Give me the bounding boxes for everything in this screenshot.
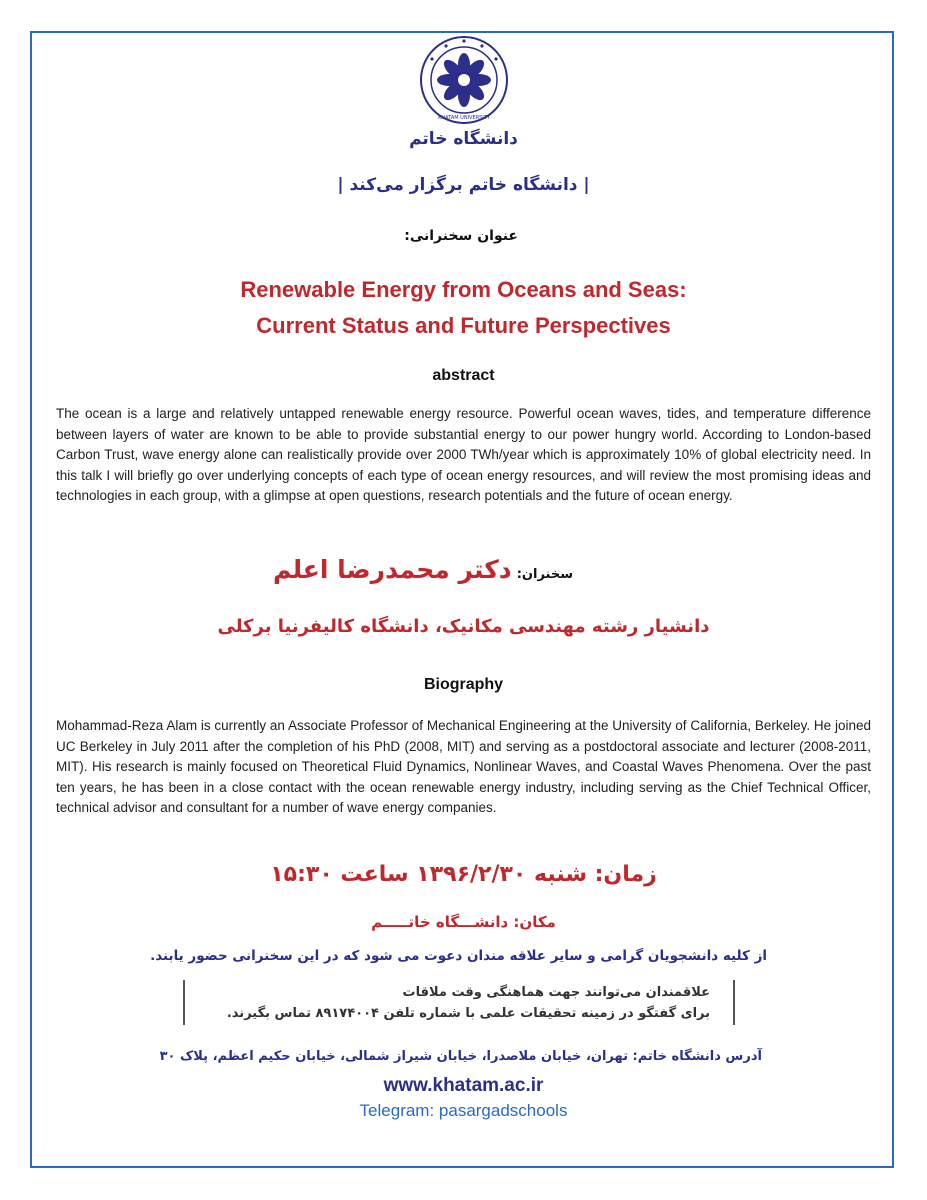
invitation-text: از کلیه دانشجویان گرامی و سایر علاقه مندان دعوت می شود که در این سخنرانی حضور یابند.	[150, 948, 767, 964]
abstract-text: The ocean is a large and relatively untapped renewable energy resource. Powerful ocean waves, tides, and temperature difference between layers of water are known to be able to provide substantial energy to our power hungry world. According to London-based Carbon Trust, wave energy alone can realistically provide over 2000 TWh/year which is approximately 10% of global electricity need. In this talk I will briefly go over underlying concepts of each type of ocean energy resources, and will review the most promising ideas and technologies in each group, with a glimpse at open questions, research potentials and the future of ocean energy.	[56, 406, 871, 504]
talk-title-line-2: Current Status and Future Perspectives	[256, 313, 671, 338]
biography-text: Mohammad-Reza Alam is currently an Associate Professor of Mechanical Engineering at the University of California, Berkeley. He joined UC Berkeley in July 2011 after the completion of his PhD (2008, MIT) and serving as a postdoctoral associate and lecturer (2008-2011, MIT). His research is mainly focused on Theoretical Fluid Dynamics, Nonlinear Waves, and Coastal Waves Phenomena. Over the past ten years, he has been in a close contact with the ocean renewable energy industry, including serving as the Chief Technical Officer, technical advisor and consultant for a number of wave energy companies.	[56, 718, 871, 816]
university-name: دانشگاه خاتم	[409, 129, 518, 149]
khatam-university-seal-icon	[419, 35, 509, 125]
event-time: زمان: شنبه ۱۳۹۶/۲/۳۰ ساعت ۱۵:۳۰	[270, 862, 657, 887]
contact-line-2: برای گفتگو در زمینه تحقیقات علمی با شماره تلفن ۸۹۱۷۴۰۰۴ تماس بگیرند.	[226, 1006, 710, 1021]
contact-line-1: علاقمندان می‌توانند جهت هماهنگی وقت ملاقات	[402, 985, 710, 1000]
speaker-line	[0, 555, 573, 584]
biography-heading: Biography	[423, 676, 504, 693]
speaker-name: دکتر محمدرضا اعلم	[272, 555, 512, 584]
university-logo	[419, 35, 509, 125]
speaker-affiliation: دانشیار رشته مهندسی مکانیک، دانشگاه کالیفرنیا برکلی	[217, 616, 710, 637]
telegram-link[interactable]: Telegram: pasargadschools	[359, 1101, 568, 1120]
event-place: مکان: دانشـــگاه خاتـــــم	[371, 913, 556, 931]
university-address: آدرس دانشگاه خاتم: تهران، خیابان ملاصدرا، خیابان شیراز شمالی، خیابان حکیم اعظم، پلاک ۳۰	[159, 1049, 762, 1064]
abstract-heading: abstract	[432, 367, 495, 384]
seal-text: KHATAM UNIVERSITY	[438, 115, 490, 121]
organizer-line: | دانشگاه خاتم برگزار می‌کند |	[337, 175, 590, 195]
talk-title-label: عنوان سخنرانی:	[404, 228, 518, 244]
talk-title	[0, 272, 927, 344]
talk-title-line-1: Renewable Energy from Oceans and Seas:	[240, 277, 687, 302]
speaker-label: سخنران:	[516, 567, 573, 582]
website-link[interactable]: www.khatam.ac.ir	[383, 1075, 544, 1096]
